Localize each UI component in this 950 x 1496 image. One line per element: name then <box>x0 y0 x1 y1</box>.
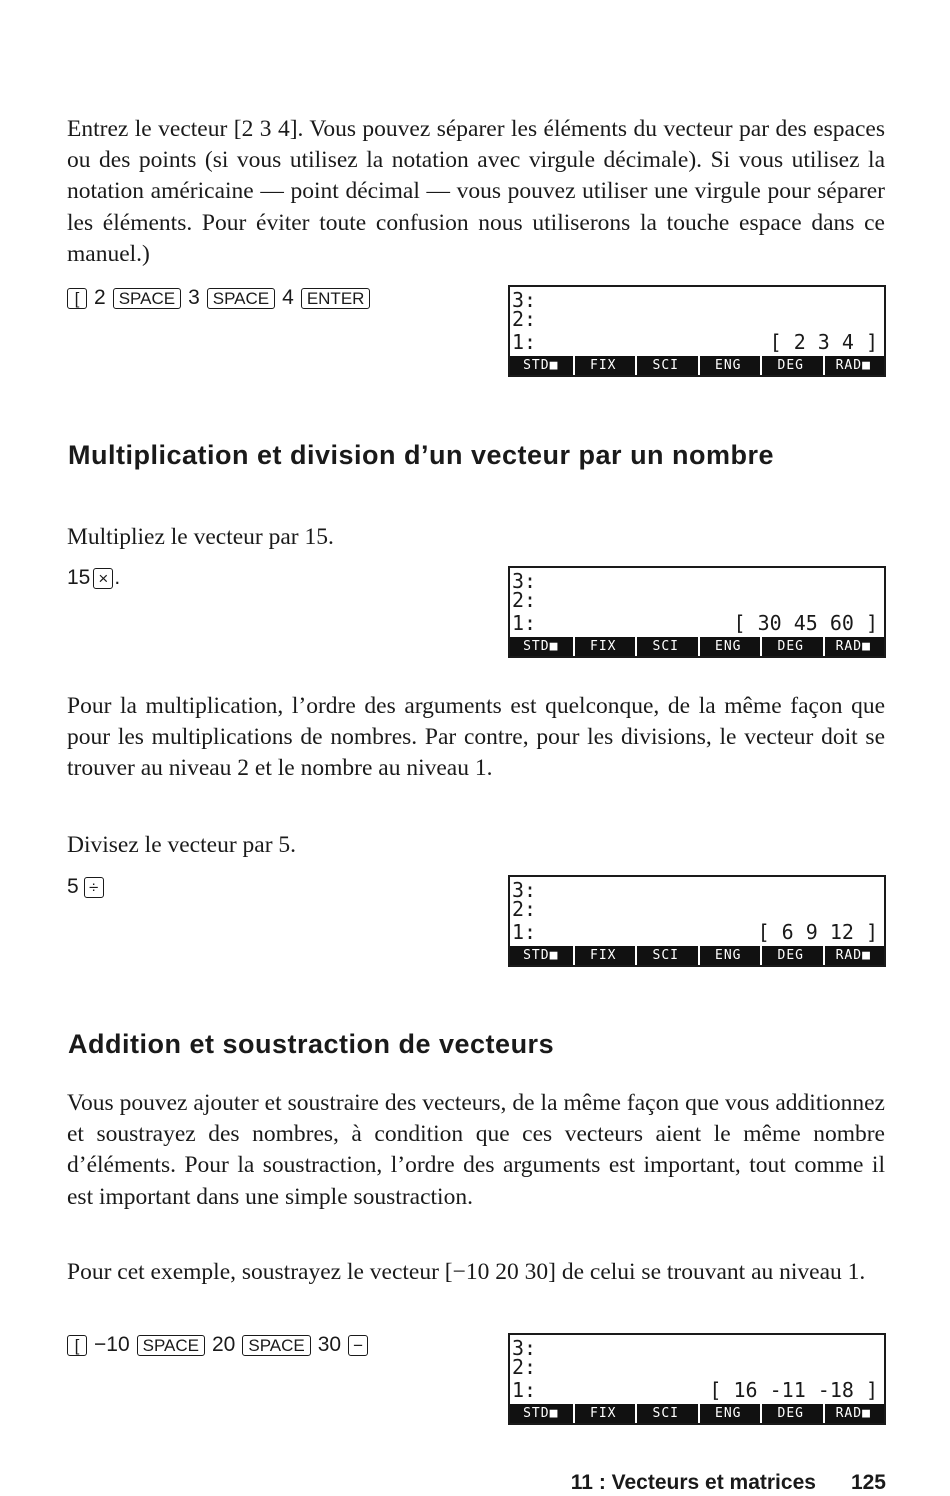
keystroke-sequence-4 <box>67 1331 368 1359</box>
section-heading-addition: Addition et soustraction de vecteurs <box>68 1029 555 1059</box>
digit-3: 3 <box>188 286 200 309</box>
menu-key-std: STD■ <box>512 356 570 375</box>
multiply-instruction: Multipliez le vecteur par 15. <box>67 524 334 550</box>
period: . <box>114 566 121 589</box>
stack-level-1: 1: [ 2 3 4 ] <box>512 330 878 354</box>
menu-key-rad: RAD■ <box>823 1404 883 1423</box>
stack-value: [ 30 45 60 ] <box>733 611 878 635</box>
space-key: SPACE <box>242 1335 310 1356</box>
space-key: SPACE <box>207 288 275 309</box>
digit-4: 4 <box>282 286 294 309</box>
softkey-menu <box>510 637 884 656</box>
stack-level-3: 3: <box>512 878 537 902</box>
bracket-key: [ <box>67 1335 87 1356</box>
stack-level-2: 2: <box>512 588 537 612</box>
menu-key-sci: SCI <box>635 946 695 965</box>
stack-level-2: 2: <box>512 897 537 921</box>
multiply-key: × <box>93 568 113 589</box>
menu-key-eng: ENG <box>698 637 758 656</box>
stack-level-2: 2: <box>512 1355 537 1379</box>
calculator-display-2 <box>508 566 886 658</box>
number-minus-10: −10 <box>94 1333 130 1356</box>
menu-key-deg: DEG <box>760 1404 820 1423</box>
menu-key-rad: RAD■ <box>823 356 883 375</box>
digit-2: 2 <box>94 286 106 309</box>
menu-key-deg: DEG <box>760 356 820 375</box>
keystroke-sequence-1 <box>67 284 370 312</box>
menu-key-eng: ENG <box>698 1404 758 1423</box>
number-15: 15 <box>67 566 91 589</box>
chapter-title: 11 : Vecteurs et matrices <box>570 1471 816 1494</box>
stack-level-1: 1: [ 30 45 60 ] <box>512 611 878 635</box>
keystroke-sequence-2 <box>67 564 120 592</box>
stack-level-3: 3: <box>512 1336 537 1360</box>
menu-key-fix: FIX <box>573 946 633 965</box>
order-paragraph: Pour la multiplication, l’ordre des arguments est quelconque, de la même façon que pour les multiplications de nombres. Par contre, pour les divisions, le vecteur doit se trouver au niveau 2 et le nombre au niveau 1. <box>67 693 885 782</box>
softkey-menu <box>510 1404 884 1423</box>
keystroke-sequence-3 <box>67 873 104 901</box>
divide-instruction: Divisez le vecteur par 5. <box>67 832 297 858</box>
page-number: 125 <box>850 1471 886 1494</box>
enter-key: ENTER <box>301 288 371 309</box>
intro-paragraph: Entrez le vecteur [2 3 4]. Vous pouvez séparer les éléments du vecteur par des espaces ou des points (si vous utilisez la notation avec virgule décimale). Si vous utilisez la notation américaine — point décimal — vous pouvez utiliser une virgule pour séparer les éléments. Pour éviter toute confusion nous utiliserons la touche espace dans ce manuel.) <box>67 116 885 267</box>
stack-level-3: 3: <box>512 569 537 593</box>
menu-key-fix: FIX <box>573 637 633 656</box>
menu-key-deg: DEG <box>760 637 820 656</box>
example-paragraph: Pour cet exemple, soustrayez le vecteur [−10 20 30] de celui se trouvant au niveau 1. <box>67 1259 866 1285</box>
number-5: 5 <box>67 875 79 898</box>
menu-key-deg: DEG <box>760 946 820 965</box>
stack-level-1: 1: [ 6 9 12 ] <box>512 920 878 944</box>
menu-key-std: STD■ <box>512 1404 570 1423</box>
number-30: 30 <box>317 1333 342 1356</box>
menu-key-std: STD■ <box>512 637 570 656</box>
stack-value: [ 6 9 12 ] <box>757 920 878 944</box>
menu-key-fix: FIX <box>573 1404 633 1423</box>
menu-key-eng: ENG <box>698 946 758 965</box>
stack-level-1: 1: [ 16 -11 -18 ] <box>512 1378 878 1402</box>
addition-paragraph: Vous pouvez ajouter et soustraire des vecteurs, de la même façon que vous additionnez et soustrayez des nombres, à condition que ces vecteurs aient le même nombre d’éléments. Pour la soustraction, l’ordre des arguments est important, tout comme il est important dans une simple soustraction. <box>67 1090 885 1210</box>
menu-key-fix: FIX <box>573 356 633 375</box>
calculator-display-1 <box>508 285 886 377</box>
bracket-key: [ <box>67 288 87 309</box>
stack-level-2: 2: <box>512 307 537 331</box>
number-20: 20 <box>212 1333 236 1356</box>
menu-key-sci: SCI <box>635 356 695 375</box>
stack-value: [ 16 -11 -18 ] <box>709 1378 878 1402</box>
calculator-display-3 <box>508 875 886 967</box>
calculator-display-4 <box>508 1333 886 1425</box>
softkey-menu <box>510 356 884 375</box>
softkey-menu <box>510 946 884 965</box>
menu-key-std: STD■ <box>512 946 570 965</box>
menu-key-eng: ENG <box>698 356 758 375</box>
divide-key: ÷ <box>84 877 104 898</box>
menu-key-sci: SCI <box>635 1404 695 1423</box>
subtract-key: − <box>348 1335 368 1356</box>
stack-level-3: 3: <box>512 288 537 312</box>
menu-key-rad: RAD■ <box>823 637 883 656</box>
section-heading-multiplication: Multiplication et division d’un vecteur par un nombre <box>68 440 775 470</box>
stack-value: [ 2 3 4 ] <box>769 330 878 354</box>
menu-key-sci: SCI <box>635 637 695 656</box>
space-key: SPACE <box>137 1335 205 1356</box>
page-footer <box>571 1470 886 1496</box>
space-key: SPACE <box>113 288 181 309</box>
menu-key-rad: RAD■ <box>823 946 883 965</box>
